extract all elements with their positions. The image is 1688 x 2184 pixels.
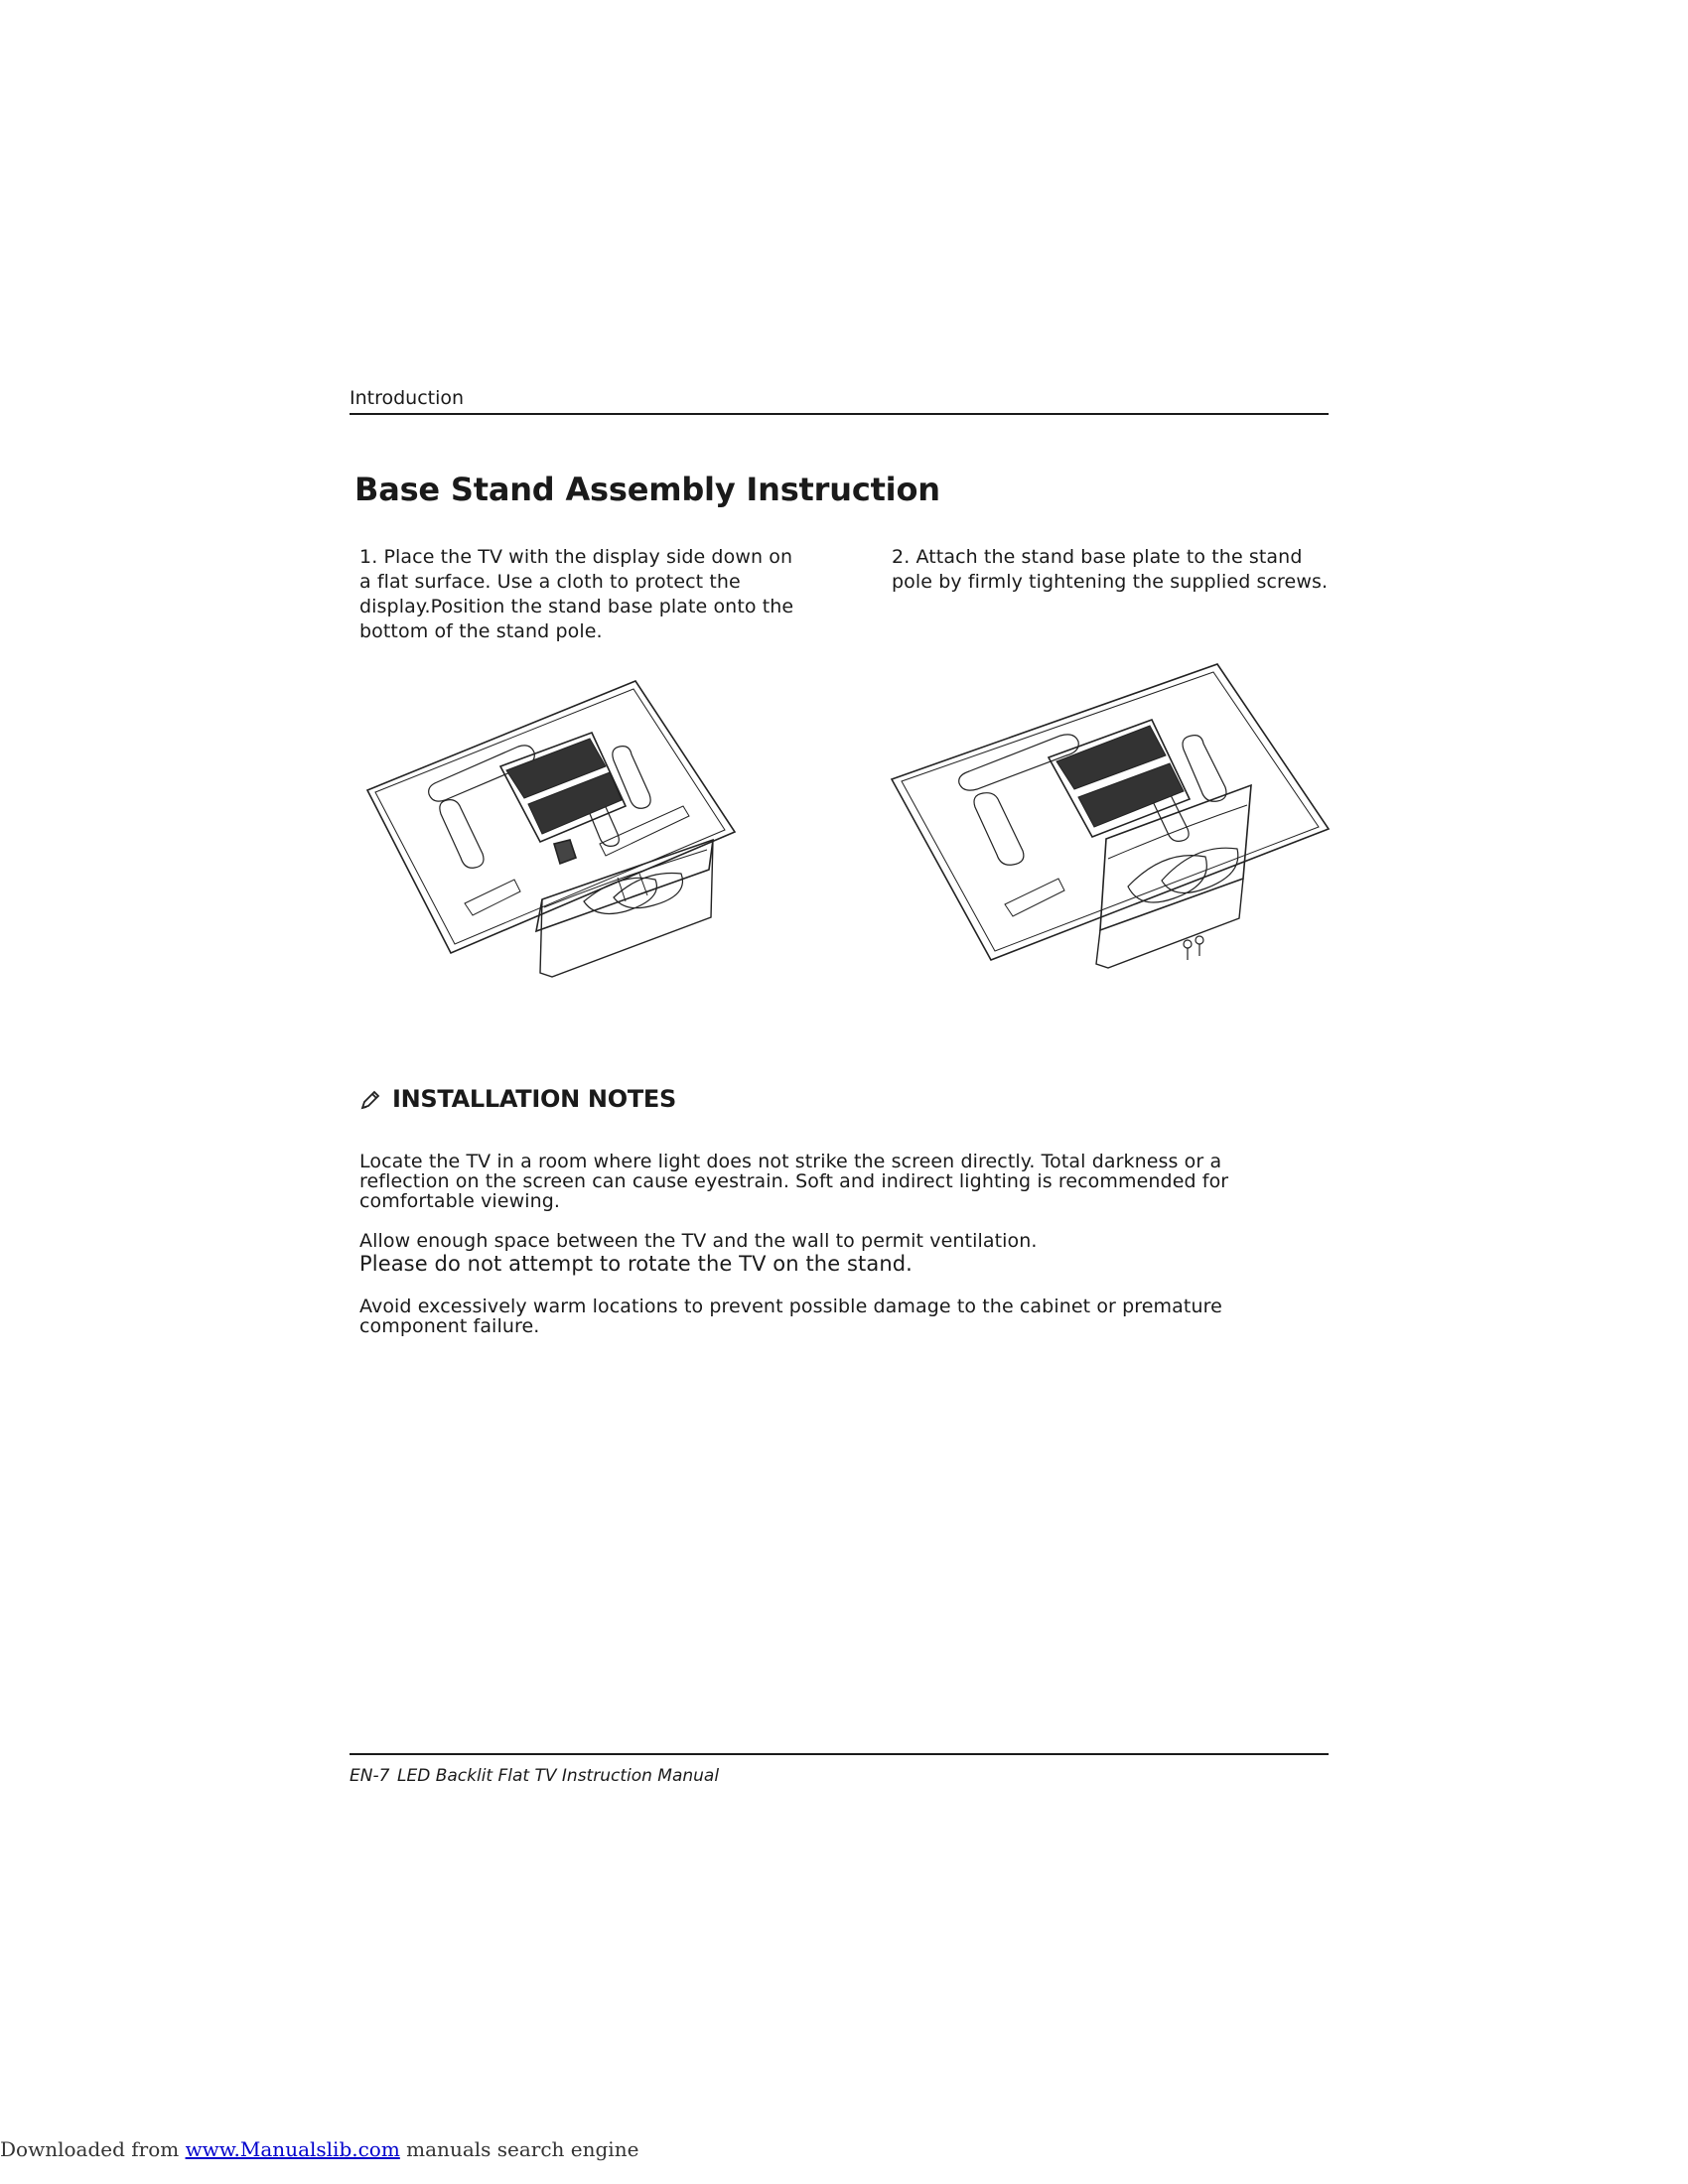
footer-page-number: EN-7 [350, 1766, 390, 1786]
page-title: Base Stand Assembly Instruction [354, 471, 940, 508]
footer-manual-title: LED Backlit Flat TV Instruction Manual [397, 1766, 720, 1786]
note-rotation: Please do not attempt to rotate the TV on the stand. [359, 1252, 913, 1276]
header-rule [350, 413, 1329, 415]
pencil-icon [359, 1089, 381, 1111]
note-ventilation: Allow enough space between the TV and the wall to permit ventilation. [359, 1230, 1038, 1252]
screws [1184, 936, 1203, 960]
installation-notes-heading: INSTALLATION NOTES [392, 1085, 676, 1113]
download-note [0, 2137, 638, 2161]
manualslib-link[interactable]: www.Manualslib.com [185, 2137, 400, 2161]
footer-rule [350, 1753, 1329, 1755]
step-2-illustration [890, 660, 1336, 978]
note-lighting: Locate the TV in a room where light does not strike the screen directly. Total darkness or a reflection on the screen can cause eyestrain. Soft and indirect lighting is recommended for comfortable viewing. [359, 1151, 1229, 1212]
step-2-text: 2. Attach the stand base plate to the stand pole by firmly tightening the supplied screws. [892, 546, 1329, 593]
section-label: Introduction [350, 387, 465, 409]
step-1-illustration [365, 675, 743, 983]
note-warm-locations: Avoid excessively warm locations to prevent possible damage to the cabinet or premature component failure. [359, 1296, 1222, 1337]
download-note-suffix: manuals search engine [399, 2137, 639, 2161]
download-note-prefix: Downloaded from [0, 2137, 186, 2161]
step-1-text: 1. Place the TV with the display side down on a flat surface. Use a cloth to protect the display.Position the stand base plate onto the bottom of the stand pole. [359, 546, 794, 642]
